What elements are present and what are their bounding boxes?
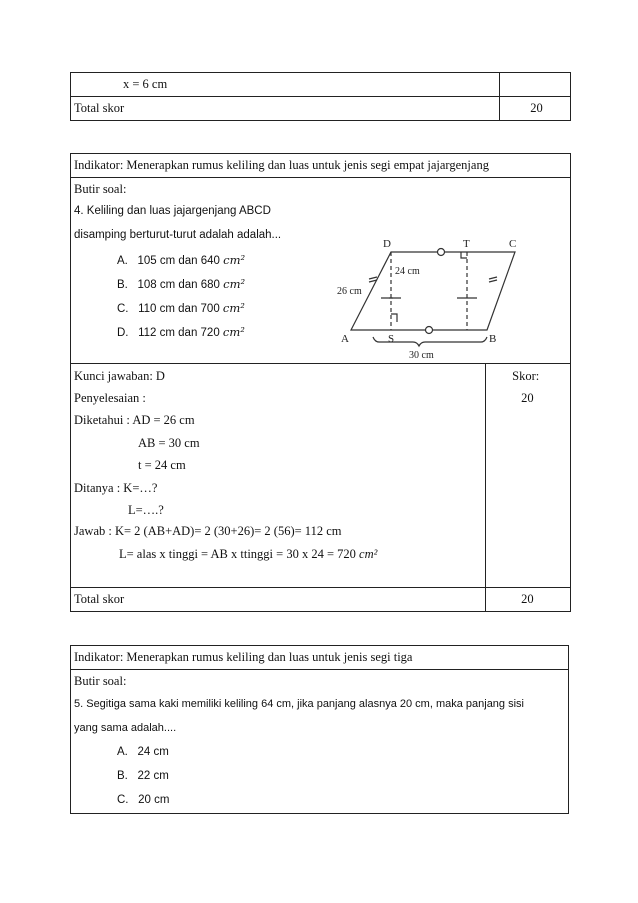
total-score-value: 20 — [521, 592, 534, 606]
option-d[interactable] — [117, 325, 245, 339]
table-cell — [486, 588, 571, 612]
score-value: 20 — [521, 391, 534, 405]
option-text: 110 cm dan 700 — [138, 303, 223, 315]
asked-line-2: L=….? — [128, 503, 164, 517]
option-text: 20 cm — [138, 794, 170, 806]
vertex-label-d: D — [383, 238, 391, 250]
option-text: 108 cm dan 680 — [137, 279, 224, 291]
question-text-line2: yang sama adalah.... — [74, 722, 177, 734]
known-line-1: Diketahui : AD = 26 cm — [74, 413, 195, 427]
total-score-label: Total skor — [74, 101, 125, 115]
base-length-label: 30 cm — [409, 350, 434, 361]
table-cell — [500, 97, 571, 121]
butir-soal-label: Butir soal: — [74, 674, 127, 688]
option-letter: C. — [117, 303, 129, 315]
question-text-line2: disamping berturut-turut adalah adalah... — [74, 229, 282, 241]
option-a[interactable] — [117, 746, 169, 758]
solution-label: Penyelesaian : — [74, 391, 146, 405]
option-c[interactable] — [117, 794, 169, 806]
asked-line-1: Ditanya : K=…? — [74, 481, 158, 495]
option-text: 24 cm — [137, 746, 169, 758]
option-unit: cm² — [222, 325, 245, 339]
vertex-label-b: B — [489, 333, 497, 345]
height-length-label: 24 cm — [395, 266, 420, 277]
score-cell — [486, 364, 571, 588]
answer-key: Kunci jawaban: D — [74, 369, 165, 383]
option-b[interactable] — [117, 770, 169, 782]
option-b[interactable] — [117, 277, 245, 291]
option-letter: C. — [117, 794, 129, 806]
side-length-label: 26 cm — [337, 286, 362, 297]
option-c[interactable] — [117, 301, 245, 315]
option-text: 105 cm dan 640 — [137, 255, 224, 267]
score-label: Skor: — [512, 369, 540, 383]
answer-line-2: L= alas x tinggi = AB x ttinggi = 30 x 24 = 720 cm² — [119, 547, 378, 561]
question-cell — [71, 670, 569, 814]
total-score-value: 20 — [530, 101, 543, 115]
option-letter: D. — [117, 327, 129, 339]
table-cell — [500, 73, 571, 97]
option-text: 22 cm — [137, 770, 169, 782]
answer-line-1: Jawab : K= 2 (AB+AD)= 2 (30+26)= 2 (56)= 112 cm — [74, 524, 342, 538]
option-text: 112 cm dan 720 — [138, 327, 223, 339]
indicator-cell — [71, 646, 569, 670]
answer-cell — [71, 364, 486, 588]
table-cell — [71, 588, 486, 612]
vertex-label-c: C — [509, 238, 517, 250]
question-text-line1: 4. Keliling dan luas jajargenjang ABCD — [74, 205, 271, 217]
question-text-line1: 5. Segitiga sama kaki memiliki keliling 64 cm, jika panjang alasnya 20 cm, maka panjang sisi — [74, 698, 524, 710]
option-unit: cm² — [223, 253, 246, 267]
parallelogram-shape — [351, 252, 515, 330]
vertex-label-t: T — [463, 238, 470, 250]
option-unit: cm² — [223, 277, 246, 291]
option-letter: A. — [117, 746, 128, 758]
option-letter: B. — [117, 770, 128, 782]
vertex-label-a: A — [341, 333, 349, 345]
option-letter: B. — [117, 279, 128, 291]
indicator-text: Indikator: Menerapkan rumus keliling dan luas untuk jenis segi empat jajargenjang — [74, 158, 489, 172]
table-question-4 — [70, 153, 571, 612]
option-unit: cm² — [222, 301, 245, 315]
table-cell — [71, 97, 500, 121]
vertex-label-s: S — [388, 333, 395, 345]
butir-soal-label: Butir soal: — [74, 182, 127, 196]
option-letter: A. — [117, 255, 128, 267]
table-cell — [71, 73, 500, 97]
indicator-cell — [71, 154, 571, 178]
indicator-text: Indikator: Menerapkan rumus keliling dan luas untuk jenis segi tiga — [74, 650, 413, 664]
known-line-3: t = 24 cm — [138, 458, 186, 472]
option-a[interactable] — [117, 253, 245, 267]
table-top — [70, 72, 571, 121]
parallelogram-figure — [333, 234, 573, 374]
question-cell — [71, 178, 571, 364]
total-score-label: Total skor — [74, 592, 125, 606]
table-question-5 — [70, 645, 569, 814]
table-row-text: x = 6 cm — [123, 77, 168, 91]
known-line-2: AB = 30 cm — [138, 436, 200, 450]
